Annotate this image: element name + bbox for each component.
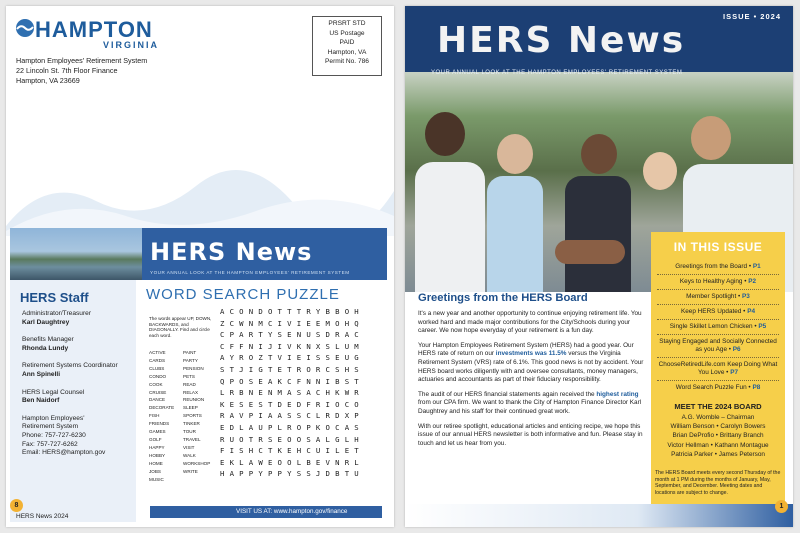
greeting-title: Greetings from the HERS Board	[418, 292, 588, 304]
word-search-word: HAPPY	[149, 444, 165, 450]
word-search-word: PENSION	[183, 365, 204, 371]
toc-page: P6	[732, 346, 741, 353]
word-search-word: HOME	[149, 460, 163, 466]
board-line: Victor Hellman • Kathann Montague	[667, 441, 769, 449]
word-search-word: JOBS	[149, 468, 161, 474]
photo-clothing	[487, 176, 543, 292]
wave-logo-icon	[15, 18, 35, 38]
toc-item[interactable]: Greetings from the Board • P1	[657, 260, 779, 275]
photo-clothing	[415, 162, 485, 292]
toc-item[interactable]: Word Search Puzzle Fun • P8	[675, 384, 761, 391]
toc-label: Keep HERS Updated	[680, 308, 742, 315]
word-search-row: STJIGTETRORCSHS	[220, 364, 364, 374]
word-search-word: ACTIVE	[149, 350, 166, 355]
word-search-word: CONDO	[149, 373, 167, 379]
contact-phone: Phone: 757-727-6230	[22, 431, 86, 439]
toc-page: P3	[742, 293, 750, 300]
toc-label: Greetings from the Board	[675, 263, 748, 270]
board-members	[655, 413, 781, 459]
in-this-issue-panel	[651, 232, 785, 512]
toc-item[interactable]: Keys to Healthy Aging • P2	[657, 275, 779, 290]
staff-name: Ann Spinelli	[22, 370, 61, 378]
greeting-paragraph: With our retiree spotlight, educational articles and enticing recipe, we hope this issue of our annual HERS newsletter is both informative and fun. Please stay in touch and let us hear from you.	[418, 422, 643, 447]
in-this-issue-title: IN THIS ISSUE	[673, 240, 763, 254]
contact-line: Retirement System	[22, 423, 79, 431]
board-line: A.G. Womble – Chairman	[681, 414, 755, 421]
staff-role: Administrator/Treasurer	[22, 310, 92, 317]
staff-name: Karl Daughtrey	[22, 318, 70, 326]
toc-item[interactable]: Keep HERS Updated • P4	[657, 305, 779, 320]
word-search-word: TOUR	[183, 429, 196, 435]
word-search-word: PARTY	[183, 357, 198, 363]
contact-fax: Fax: 757-727-6262	[22, 440, 78, 448]
word-search-word: MUSIC	[149, 476, 164, 482]
newsletter-banner	[142, 228, 387, 280]
footer-url[interactable]: VISIT US AT: www.hampton.gov/finance	[236, 508, 348, 515]
page-number: 8	[10, 499, 23, 512]
staff-role: Benefits Manager	[22, 336, 74, 344]
word-search-word: FRIENDS	[149, 421, 170, 427]
staff-list	[22, 310, 138, 458]
postage-indicia	[312, 16, 382, 76]
toc-page: P7	[730, 369, 739, 376]
issue-label: ISSUE • 2024	[723, 12, 781, 21]
toc-item[interactable]: ChooseRetiredLife.com Keep Doing What You Love • P7	[657, 358, 779, 381]
return-address	[16, 56, 147, 85]
word-search-row: FISHCTKEHCUILET	[220, 446, 364, 456]
word-search-word: READ	[183, 381, 196, 387]
word-search-row: CFFNIJIVKNXSLUM	[220, 341, 364, 351]
word-search-word: DECORATE	[149, 405, 175, 411]
word-search-word: CRUISE	[149, 389, 167, 395]
masthead-subtitle: YOUR ANNUAL LOOK AT THE HAMPTON EMPLOYEES' RETIREMENT SYSTEM	[431, 70, 683, 76]
greeting-paragraph: Your Hampton Employees Retirement System (HERS) had a good year. Our HERS rate of return on our investments was 11.5% versus the Virginia Retirement System (VRS) rate of 6.1%. This good news is not by accident. Your HERS board works diligently with and oversee consultants, money managers, actuaries and accountants as part of their fiduciary responsibility.	[418, 341, 644, 384]
table-of-contents	[657, 260, 779, 395]
toc-item[interactable]: Staying Engaged and Socially Connected as you Age • P6	[657, 335, 779, 358]
photo-clothing	[565, 176, 631, 292]
toc-label: ChooseRetiredLife.com Keep Doing What You Love	[658, 361, 778, 376]
word-search-row: RUOTRSEOOSALGLH	[220, 434, 364, 444]
staff-name: Ben Naidorf	[22, 397, 60, 405]
word-search-word: FISH	[149, 413, 160, 419]
staff-role: HERS Legal Counsel	[22, 388, 85, 396]
contact-email[interactable]: Email: HERS@hampton.gov	[22, 449, 106, 457]
word-search-word: GAMES	[149, 429, 166, 435]
toc-item[interactable]: Member Spotlight • P3	[657, 290, 779, 305]
page-number: 1	[775, 500, 788, 513]
toc-label: Word Search Puzzle Fun	[675, 384, 747, 391]
greeting-paragraph: It's a new year and another opportunity to continue enjoying retirement life. You worked hard and made major contributions for the City/Schools during your career. We now hope everyday of your retirement is a fun day.	[418, 310, 642, 335]
contact-line: Hampton Employees'	[22, 414, 85, 422]
word-search-word: SLEEP	[183, 405, 198, 411]
masthead	[405, 6, 793, 72]
address-line: Hampton, VA 23669	[16, 75, 80, 85]
masthead-title: HERS News	[437, 20, 686, 61]
photo-person	[425, 112, 465, 156]
word-search-word: REUNION	[183, 397, 205, 403]
postage-line: Hampton, VA	[327, 48, 367, 56]
word-search-word: RELAX	[183, 389, 199, 395]
toc-label: Keys to Healthy Aging	[679, 278, 743, 285]
toc-page: P4	[747, 308, 756, 315]
photo-joined-hands	[555, 240, 625, 264]
word-search-word: SPORTS	[183, 413, 202, 419]
footer-label: HERS News 2024	[16, 513, 69, 520]
back-page	[6, 6, 394, 527]
word-search-row: AYROZTVIEISSEUG	[220, 353, 364, 363]
word-search-grid	[220, 306, 364, 480]
staff-role: Retirement Systems Coordinator	[22, 362, 118, 370]
toc-label: Single Skillet Lemon Chicken	[669, 323, 753, 330]
word-search-word	[183, 476, 217, 484]
logo-subtitle: VIRGINIA	[103, 40, 160, 50]
logo-wordmark: HAMPTON	[35, 17, 153, 42]
board-title: MEET THE 2024 BOARD	[674, 402, 762, 411]
footer-wave	[405, 504, 793, 527]
postage-line: US Postage	[329, 29, 365, 37]
word-search-word: COOK	[149, 381, 163, 387]
banner-title: HERS News	[150, 238, 313, 266]
banner-subtitle: YOUR ANNUAL LOOK AT THE HAMPTON EMPLOYEES' RETIREMENT SYSTEM	[150, 270, 350, 275]
board-line: Brian DeProfio • Brittany Branch	[672, 432, 764, 440]
word-search-word: HOBBY	[149, 452, 166, 458]
word-search-word: CARDS	[149, 357, 166, 363]
photo-person	[691, 116, 731, 160]
word-search-row: CPARTYSENUSDRAC	[220, 330, 364, 340]
toc-item[interactable]: Single Skillet Lemon Chicken • P5	[657, 320, 779, 335]
staff-panel	[10, 280, 136, 522]
wave-decoration-icon	[6, 156, 394, 236]
word-search-row: LRBNENMASACHKWR	[220, 388, 364, 398]
postage-line: Permit No. 786	[325, 58, 369, 66]
word-search-row: EDLAUPLROPKOCAS	[220, 422, 364, 432]
word-search-word: TRAVEL	[183, 436, 201, 442]
toc-page: P8	[752, 384, 761, 391]
greeting-paragraph: The audit of our HERS financial statements again received the highest rating from our CPA firm. We want to thank the City of Hampton Finance Director Karl Daughtrey and his staff for their continued great work.	[418, 390, 642, 415]
board-line: William Benson • Carolyn Bowers	[670, 423, 766, 431]
toc-label: Member Spotlight	[686, 293, 737, 300]
staff-title: HERS Staff	[20, 290, 89, 305]
word-search-row: RAVPIAASSCLRDXP	[220, 411, 364, 421]
waterfront-photo	[10, 228, 142, 280]
photo-person	[497, 134, 533, 174]
word-search-word: WALK	[183, 452, 196, 458]
hampton-logo	[15, 16, 165, 54]
photo-person	[581, 134, 617, 174]
postage-line: PRSRT STD	[328, 20, 366, 27]
word-search-word: DANCE	[149, 397, 166, 403]
word-search-word: GOLF	[149, 436, 162, 442]
front-page	[405, 6, 793, 527]
word-search-row: KESESTDEDFRIOCO	[220, 399, 364, 409]
staff-name: Rhonda Lundy	[22, 344, 69, 352]
word-search-title: WORD SEARCH PUZZLE	[146, 286, 340, 303]
word-search-word: WORKSHOP	[183, 460, 211, 466]
word-search-word: PAINT	[183, 350, 197, 355]
photo-person	[643, 152, 677, 190]
highlight-rating: highest rating	[596, 390, 639, 398]
board-meeting-note: The HERS Board meets every second Thursday of the month at 1 PM during the months of January, May, September, and December. Meeting dates and locations are subject to change.	[655, 470, 781, 497]
toc-label: Staying Engaged and Socially Connected as you Age	[659, 338, 777, 353]
postage-line: PAID	[339, 39, 355, 47]
word-search-word: WRITE	[183, 468, 198, 474]
toc-page: P5	[758, 323, 767, 330]
word-search-instructions: The words appear UP, DOWN, BACKWARDS, and DIAGONALLY. Find and circle each word.	[149, 316, 212, 338]
word-search-word: TINKER	[183, 421, 200, 427]
word-search-word: CLUBS	[149, 365, 165, 371]
word-search-row: EKLAWEOOLBEVNRL	[220, 457, 364, 467]
word-search-word: PETS	[183, 373, 195, 379]
word-search-word: VISIT	[183, 444, 195, 450]
board-line: Patricia Parker • James Peterson	[671, 450, 765, 458]
footer-bar	[150, 506, 382, 518]
word-search-row: HAPPYPPYSSJDBTU	[220, 469, 364, 479]
address-line: 22 Lincoln St. 7th Floor Finance	[16, 65, 118, 75]
toc-page: P1	[752, 263, 761, 270]
highlight-return: investments was 11.5%	[495, 350, 567, 358]
word-search-row: ZCWNMCIVIEEMOHQ	[220, 318, 364, 328]
word-search-row: QPOSEAKCFNNIBST	[220, 376, 364, 386]
word-search-row: ACONDOTTTRYBBOH	[220, 307, 364, 316]
greeting-body	[418, 310, 648, 454]
address-line: Hampton Employees' Retirement System	[16, 56, 148, 65]
word-search-word-list	[149, 349, 217, 483]
toc-page: P2	[748, 278, 757, 285]
